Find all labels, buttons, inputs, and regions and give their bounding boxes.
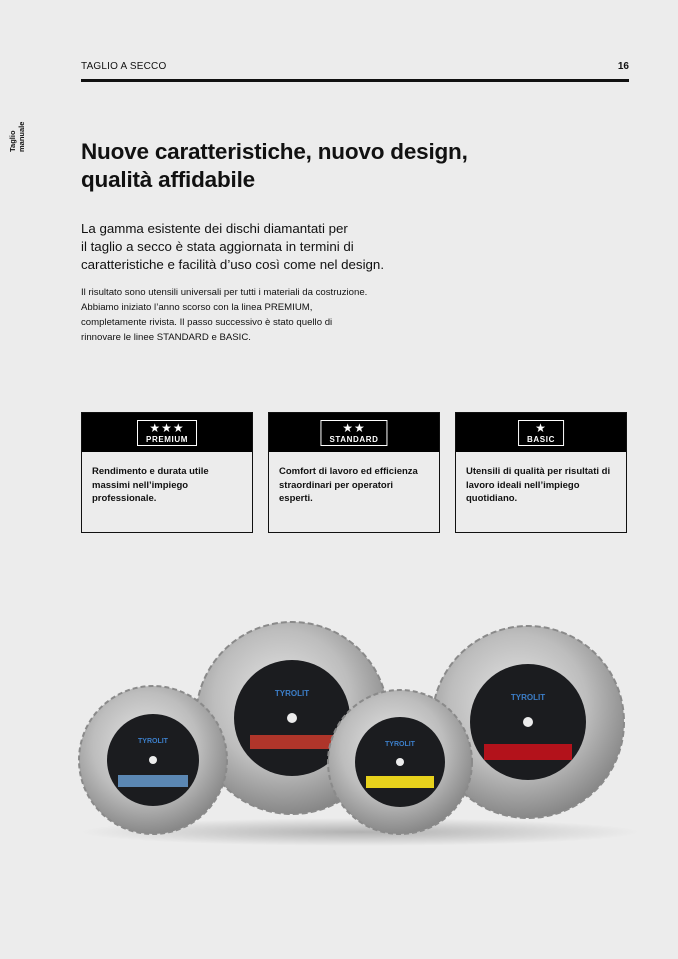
card-standard <box>268 412 440 533</box>
stars-icon: ★★★ <box>149 421 185 435</box>
side-section-label <box>6 112 36 152</box>
card-description: Utensili di qualità per risultati di lavoro ideali nell’impiego quotidiano. <box>466 466 611 504</box>
disc-color-stripe <box>118 775 188 787</box>
disc-standard <box>328 690 472 834</box>
lead-paragraph: La gamma esistente dei dischi diamantati per il taglio a secco è stata aggiornata in termini di caratteristiche e facilità d’uso così come nel design. <box>81 221 385 272</box>
basic-badge <box>518 420 564 446</box>
badge-label: PREMIUM <box>146 435 188 444</box>
disc-basic <box>79 686 227 834</box>
card-header-band <box>456 413 626 452</box>
card-premium <box>81 412 253 533</box>
disc-brand-logo: TYROLIT <box>385 741 415 748</box>
card-description: Rendimento e durata utile massimi nell’impiego professionale. <box>92 466 209 504</box>
disc-brand-logo: TYROLIT <box>274 689 310 698</box>
page-title: Nuove caratteristiche, nuovo design, qualità affidabile <box>81 139 468 192</box>
badge-label: BASIC <box>527 435 555 444</box>
disc-color-stripe <box>250 735 334 749</box>
card-basic <box>455 412 627 533</box>
card-description: Comfort di lavoro ed efficienza straordinari per operatori esperti. <box>279 466 418 504</box>
page-number: 16 <box>617 61 629 72</box>
section-title: TAGLIO A SECCO <box>81 61 167 72</box>
standard-badge <box>320 420 387 446</box>
disc-brand-logo: TYROLIT <box>510 693 546 702</box>
badge-label: STANDARD <box>329 435 379 444</box>
card-header-band <box>82 413 252 452</box>
disc-brand-logo: TYROLIT <box>138 738 168 745</box>
diamond-discs-image <box>60 610 660 860</box>
disc-color-stripe <box>484 744 572 760</box>
premium-badge <box>137 420 197 446</box>
disc-color-stripe <box>366 776 434 788</box>
side-label-text: Taglio manuale <box>8 121 26 152</box>
stars-icon: ★★ <box>342 421 366 435</box>
page-header <box>81 61 629 82</box>
stars-icon: ★ <box>535 421 547 435</box>
card-header-band <box>269 413 439 452</box>
body-paragraph: Il risultato sono utensili universali per tutti i materiali da costruzione. Abbiamo iniziato l’anno scorso con la linea PREMIUM, completamente rivista. Il passo successivo è stato quello di rinnovare le linee STANDARD e BASIC. <box>81 287 368 343</box>
